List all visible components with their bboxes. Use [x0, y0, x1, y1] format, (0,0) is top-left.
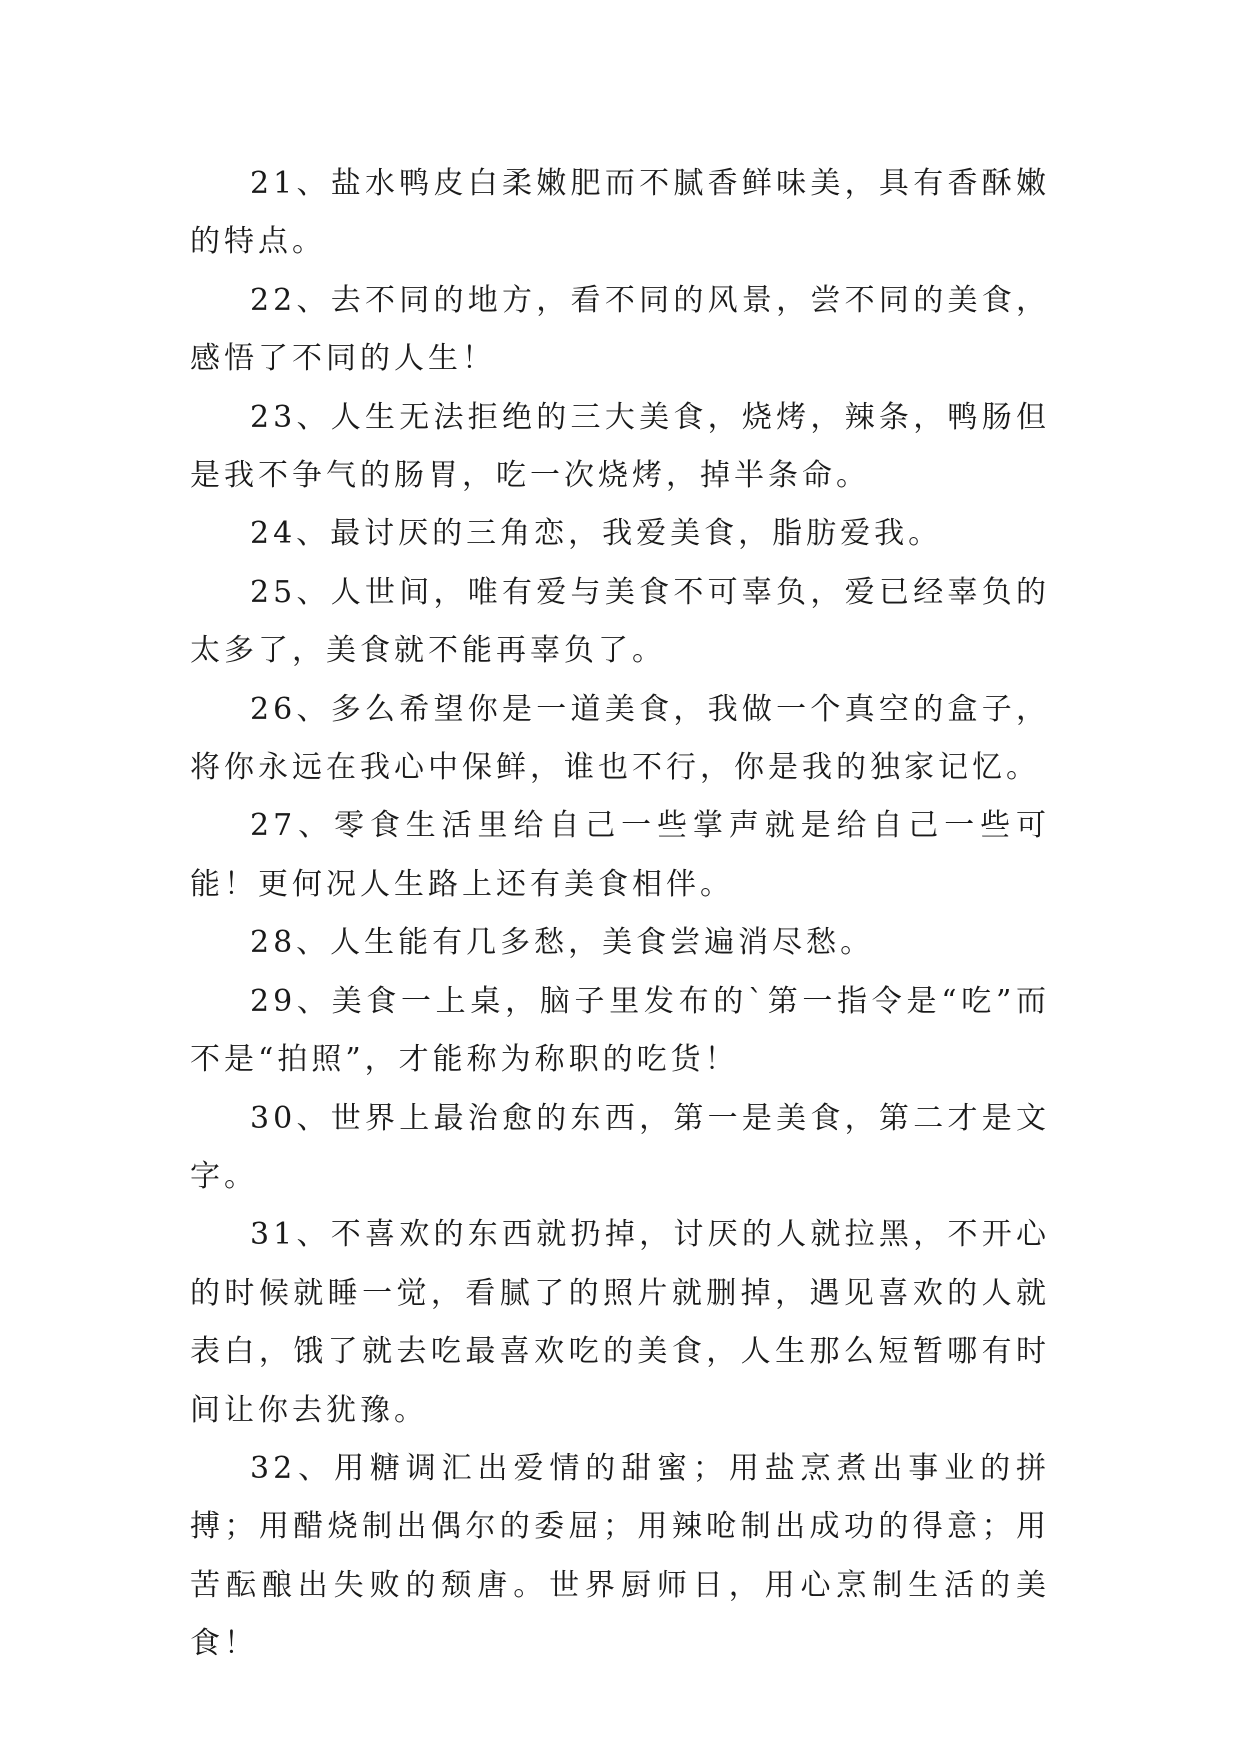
paragraph-31: 31、不喜欢的东西就扔掉，讨厌的人就拉黑，不开心的时候就睡一觉，看腻了的照片就删掉，遇见喜欢的人就表白，饿了就去吃最喜欢吃的美食，人生那么短暂哪有时间让你去犹豫。	[190, 1217, 1050, 1428]
paragraph-23: 23、人生无法拒绝的三大美食，烧烤，辣条，鸭肠但是我不争气的肠胃，吃一次烧烤，掉半条命。	[190, 399, 1050, 494]
paragraph-27: 27、零食生活里给自己一些掌声就是给自己一些可能！更何况人生路上还有美食相伴。	[190, 808, 1050, 902]
paragraph-30: 30、世界上最治愈的东西，第一是美食，第二才是文字。	[190, 1100, 1050, 1194]
paragraph-32: 32、用糖调汇出爱情的甜蜜；用盐烹煮出事业的拼搏；用醋烧制出偶尔的委屈；用辣呛制出成功的得意；用苦酝酿出失败的颓唐。世界厨师日，用心烹制生活的美食！	[190, 1450, 1050, 1662]
paragraph-29: 29、美食一上桌，脑子里发布的`第一指令是“吃”而不是“拍照”，才能称为称职的吃货！	[190, 983, 1050, 1078]
document-body	[190, 155, 1050, 1674]
paragraph-26: 26、多么希望你是一道美食，我做一个真空的盒子，将你永远在我心中保鲜，谁也不行，你是我的独家记忆。	[190, 691, 1050, 786]
paragraph-28: 28、人生能有几多愁，美食尝遍消尽愁。	[250, 925, 875, 961]
paragraph-21: 21、盐水鸭皮白柔嫩肥而不腻香鲜味美，具有香酥嫩的特点。	[190, 166, 1050, 260]
paragraph-22: 22、去不同的地方，看不同的风景，尝不同的美食，感悟了不同的人生！	[190, 282, 1050, 377]
paragraph-24: 24、最讨厌的三角恋，我爱美食，脂肪爱我。	[250, 516, 943, 552]
paragraph-25: 25、人世间，唯有爱与美食不可辜负，爱已经辜负的太多了，美食就不能再辜负了。	[190, 574, 1050, 669]
